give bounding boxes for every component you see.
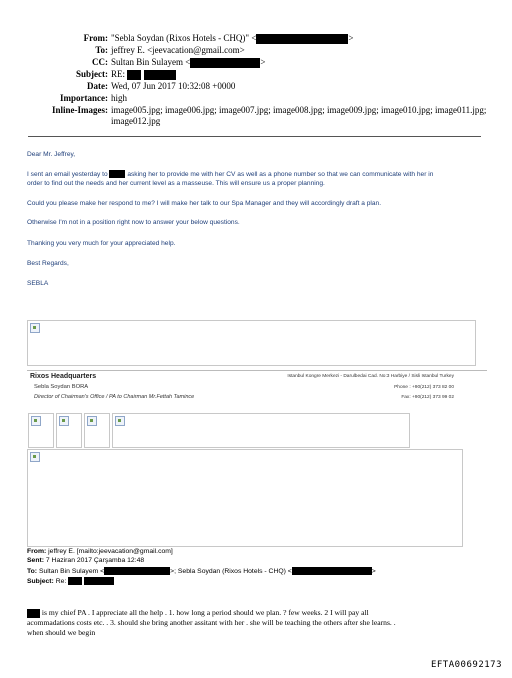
redaction [27,609,40,618]
redaction [127,70,141,80]
sender-name: SEBLA [27,280,49,287]
signature-role: Director of Chairman's Office / PA to Chairman Mr.Fettah Tamince [34,394,195,400]
forwarded-sent: Sent: 7 Haziran 2017 Çarşamba 12:48 [27,557,145,564]
signature-divider [27,370,487,371]
social-icon-image-3 [84,413,110,448]
paragraph-1: I sent an email yesterday to asking her to provide me with her CV as well as a phone number so that we can communicate with her in order to find out the needs and her current level as a masseuse. This will ensure us a proper planning. [27,171,434,187]
redaction [104,567,170,575]
forwarded-subject: Subject: Re: [27,577,114,586]
broken-image-icon [30,452,40,462]
signature-large-image [27,449,463,547]
signature-wide-image [112,413,410,448]
paragraph-4: Thanking you very much for your appreciated help. [27,240,176,247]
header-to-value: jeffrey E. <jeevacation@gmail.com> [111,45,245,55]
social-icon-image-2 [56,413,82,448]
broken-image-icon [87,416,97,426]
greeting: Dear Mr. Jeffrey, [27,151,76,158]
redaction [68,577,82,585]
header-date-value: Wed, 07 Jun 2017 10:32:08 +0000 [111,81,236,91]
header-importance-value: high [111,93,128,103]
header-inline-images-value-1: image005.jpg; image006.jpg; image007.jpg; image008.jpg; image009.jpg; image010.jpg; image011.jpg; [111,105,487,115]
signature-phone: Phone : +90(212) 373 82 00 [394,385,454,390]
broken-image-icon [115,416,125,426]
signature-address: Istanbul Kongre Merkezi - Darulbedai Cad. No:3 Harbiye / Sisli Istanbul Turkey [287,374,454,379]
header-importance-label: Importance: [60,93,108,103]
header-inline-images-value-2: image012.jpg [111,116,161,126]
redaction [84,577,114,585]
header-subject-label: Subject: [76,69,108,79]
broken-image-icon [30,323,40,333]
header-divider [28,136,481,137]
forwarded-to: To: Sultan Bin Sulayem < >; Sebla Soydan (Rixos Hotels - CHQ) < > [27,567,376,575]
header-to-label: To: [95,45,108,55]
paragraph-3: Otherwise I'm not in a position right now to answer your below questions. [27,219,240,226]
redaction [109,170,125,178]
redaction [190,58,260,68]
signature-fax: Fax: +90(212) 373 99 02 [401,395,454,400]
header-cc-label: CC: [92,57,108,67]
broken-image-icon [59,416,69,426]
document-id: EFTA00692173 [430,660,502,670]
paragraph-2: Could you please make her respond to me? I will make her talk to our Spa Manager and they will accordingly draft a plan. [27,200,382,207]
header-cc-value: Sultan Bin Sulayem < > [111,57,266,67]
closing: Best Regards, [27,260,69,267]
redaction [292,567,372,575]
header-from-label: From: [83,33,108,43]
broken-image-icon [31,416,41,426]
header-subject-value: RE: [111,69,176,80]
redaction [256,34,348,44]
signature-company: Rixos Headquarters [30,373,97,380]
social-icon-image-1 [28,413,54,448]
header-from-value: "Sebla Soydan (Rixos Hotels - CHQ)" < > [111,33,354,43]
header-date-label: Date: [87,81,108,91]
header-inline-images-label: Inline-Images: [52,105,108,115]
redaction [144,70,176,80]
forwarded-message: is my chief PA . I appreciate all the help . 1. how long a period should we plan. ? few weeks. 2 I will pay all acommadations costs etc. . 3. should she bring another assitant with her . she will be teaching the others after she learns. . when should we begin [27,608,396,637]
forwarded-from: From: jeffrey E. [mailto:jeevacation@gmail.com] [27,548,173,555]
signature-banner-image [27,320,476,366]
signature-person: Sebla Soydan BORA [34,384,89,390]
